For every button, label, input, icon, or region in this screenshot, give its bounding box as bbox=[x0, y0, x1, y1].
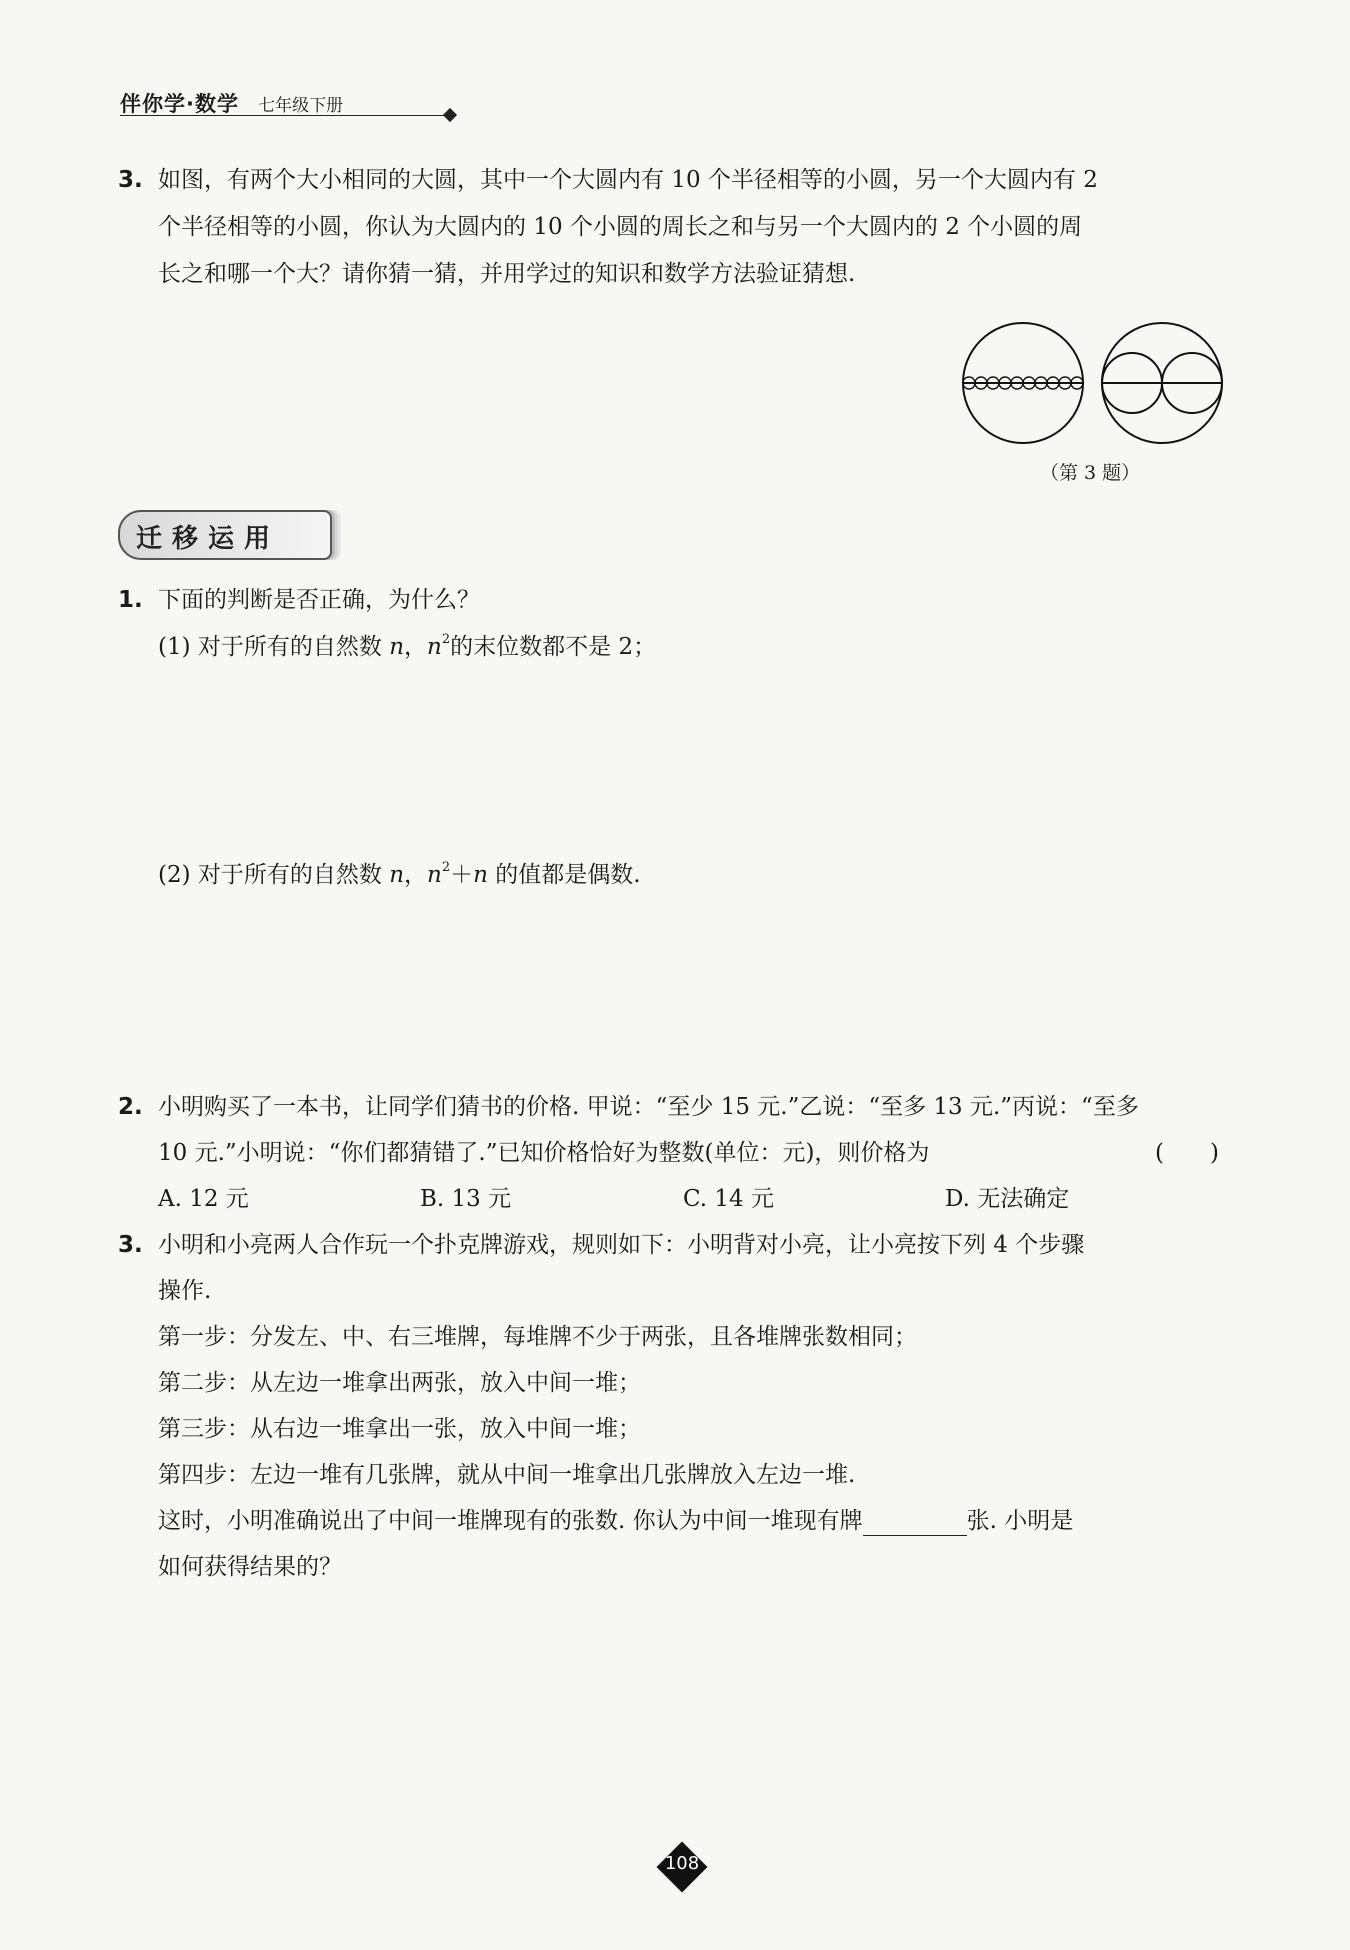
question-3-top-number: 3. bbox=[118, 167, 143, 193]
step-2: 第二步：从左边一堆拿出两张，放入中间一堆； bbox=[158, 1370, 641, 1396]
question-3-bottom-number: 3. bbox=[118, 1232, 143, 1258]
var-n: n bbox=[389, 862, 405, 888]
figure-caption: （第 3 题） bbox=[1040, 462, 1141, 484]
header-diamond-icon bbox=[443, 108, 457, 122]
fill-line-after: 张. 小明是 bbox=[966, 1508, 1074, 1534]
question-3-top-line-1: 如图，有两个大小相同的大圆，其中一个大圆内有 10 个半径相等的小圆，另一个大圆内有 2 bbox=[158, 167, 1098, 193]
var-n: n bbox=[427, 634, 442, 660]
exponent: 2 bbox=[441, 860, 451, 876]
page-number-badge bbox=[655, 1840, 709, 1894]
question-3-bottom-line-1: 小明和小亮两人合作玩一个扑克牌游戏，规则如下：小明背对小亮，让小亮按下列 4 个步骤 bbox=[158, 1232, 1085, 1258]
header-rule bbox=[120, 115, 450, 116]
book-volume: 七年级下册 bbox=[258, 96, 344, 116]
question-3-bottom-fill-line bbox=[158, 1506, 1073, 1536]
circles-figure bbox=[955, 318, 1230, 448]
option-d[interactable]: D. 无法确定 bbox=[945, 1186, 1070, 1212]
step-3: 第三步：从右边一堆拿出一张，放入中间一堆； bbox=[158, 1416, 641, 1442]
option-b[interactable]: B. 13 元 bbox=[420, 1186, 512, 1212]
part-1-prefix: (1) 对于所有的自然数 bbox=[158, 634, 390, 660]
separator: ， bbox=[404, 634, 428, 660]
running-header bbox=[120, 88, 343, 118]
step-1: 第一步：分发左、中、右三堆牌，每堆牌不少于两张，且各堆牌张数相同； bbox=[158, 1324, 917, 1350]
question-3-top-line-2: 个半径相等的小圆，你认为大圆内的 10 个小圆的周长之和与另一个大圆内的 2 个小圆的周 bbox=[158, 214, 1083, 240]
question-2-line-2: 10 元.”小明说：“你们都猜错了.”已知价格恰好为整数(单位：元)，则价格为 bbox=[158, 1140, 930, 1166]
question-1-part-1 bbox=[158, 632, 656, 662]
answer-parentheses: ( ) bbox=[1155, 1140, 1219, 1166]
question-3-bottom-final-line: 如何获得结果的？ bbox=[158, 1554, 342, 1580]
book-brand: 伴你学·数学 bbox=[120, 92, 239, 116]
section-tag bbox=[118, 510, 332, 560]
fill-line-before: 这时，小明准确说出了中间一堆牌现有的张数. 你认为中间一堆现有牌 bbox=[158, 1508, 863, 1534]
page-number: 108 bbox=[664, 1853, 700, 1874]
option-c[interactable]: C. 14 元 bbox=[683, 1186, 774, 1212]
var-n: n bbox=[389, 634, 405, 660]
option-a[interactable]: A. 12 元 bbox=[158, 1186, 249, 1212]
question-3-bottom-line-2: 操作. bbox=[158, 1278, 212, 1304]
question-3-top-line-3: 长之和哪一个大？请你猜一猜，并用学过的知识和数学方法验证猜想. bbox=[158, 261, 856, 287]
plus-sign: ＋ bbox=[450, 862, 474, 888]
var-n: n bbox=[427, 862, 442, 888]
part-2-suffix: 的值都是偶数. bbox=[487, 862, 641, 888]
answer-blank[interactable] bbox=[863, 1511, 967, 1536]
separator: ， bbox=[404, 862, 428, 888]
part-1-suffix: 的末位数都不是 2； bbox=[450, 634, 657, 660]
step-4: 第四步：左边一堆有几张牌，就从中间一堆拿出几张牌放入左边一堆. bbox=[158, 1462, 856, 1488]
question-1-prompt: 下面的判断是否正确，为什么？ bbox=[158, 587, 480, 613]
question-2-line-1: 小明购买了一本书，让同学们猜书的价格. 甲说：“至少 15 元.”乙说：“至多 13 元.”丙说：“至多 bbox=[158, 1094, 1139, 1120]
section-title: 迁移运用 bbox=[136, 524, 281, 554]
part-2-prefix: (2) 对于所有的自然数 bbox=[158, 862, 390, 888]
question-2-number: 2. bbox=[118, 1094, 143, 1120]
question-1-part-2 bbox=[158, 860, 641, 890]
question-1-number: 1. bbox=[118, 587, 143, 613]
var-n: n bbox=[473, 862, 488, 888]
exponent: 2 bbox=[441, 632, 451, 648]
